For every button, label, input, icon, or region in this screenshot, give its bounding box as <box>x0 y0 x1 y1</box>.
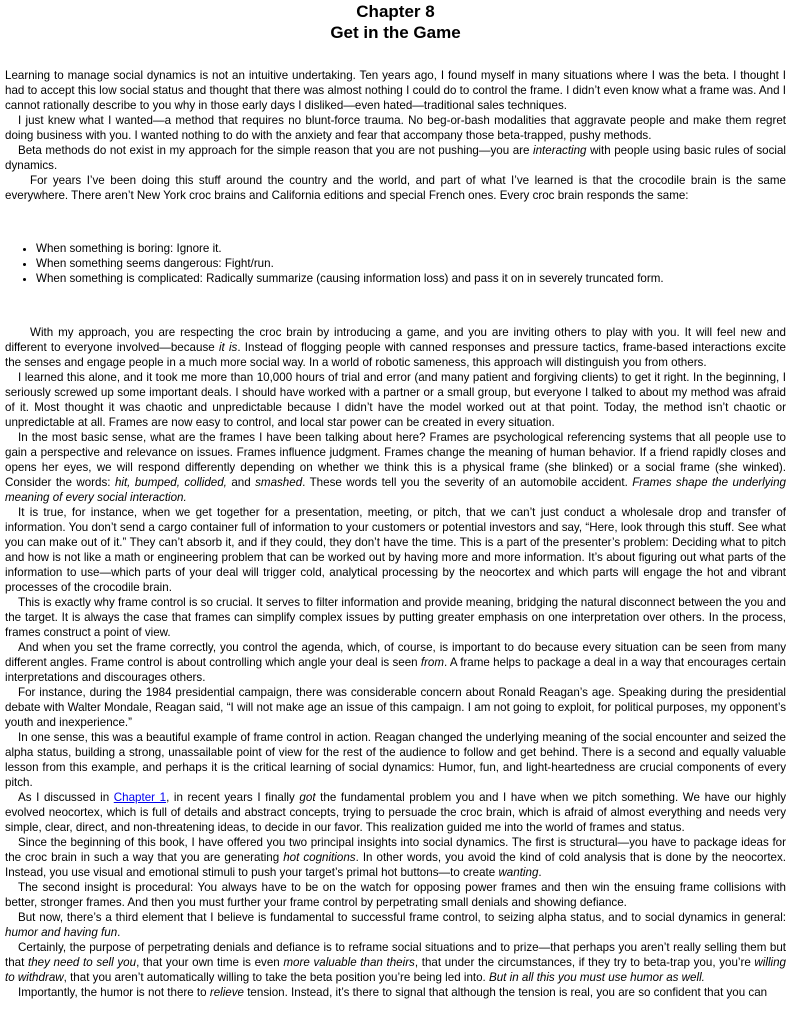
chapter-title: Get in the Game <box>330 23 461 42</box>
paragraph: As I discussed in Chapter 1, in recent years I finally got the fundamental problem you and I have when we pitch something. We have our highly evolved neocortex, which is full of details and abstract concepts, trying to persuade the croc brain, which is afraid of almost everything and needs very simple, clear, direct, and non-threatening ideas, to decide in our favor. This realization guided me into the world of frames and status. <box>5 791 786 834</box>
paragraph: This is exactly why frame control is so crucial. It serves to filter information and provide meaning, bridging the natural disconnect between the you and the target. It is always the case that frames can simplify complex issues by putting greater emphasis on one interpretation over others. In the process, frames construct a point of view. <box>5 596 786 639</box>
paragraph: With my approach, you are respecting the croc brain by introducing a game, and you are inviting others to play with you. It will feel new and different to everyone involved—because it is. Instead of flogging people with canned responses and pressure tactics, frame-based interactions excite the senses and engage people in a much more social way. In a world of robotic sameness, this approach will distinguish you from others. <box>5 326 786 369</box>
paragraph: In one sense, this was a beautiful example of frame control in action. Reagan changed the underlying meaning of the social encounter and seized the alpha status, building a strong, unassailable point of view for the rest of the audience to follow and get behind. There is a second and equally valuable lesson from this example, and perhaps it is the critical learning of social dynamics: Humor, fun, and light-heartedness are crucial components of every pitch. <box>5 731 786 789</box>
paragraph: I just knew what I wanted—a method that requires no blunt-force trauma. No beg-or-bash modalities that aggravate people and make them regret doing business with you. I wanted nothing to do with the anxiety and fear that accompany those beta-trapped, pushy methods. <box>5 114 786 142</box>
paragraph: I learned this alone, and it took me more than 10,000 hours of trial and error (and many patient and forgiving clients) to get it right. In the beginning, I seriously screwed up some important deals. I should have worked with a partner or a small group, but everyone I talked to about my method was afraid of it. Most thought it was chaotic and unpredictable because I didn’t have the model worked out at that point. Today, the method isn’t chaotic or unpredictable at all. Frames are now easy to control, and local star power can be created in every situation. <box>5 371 786 429</box>
paragraph: Learning to manage social dynamics is not an intuitive undertaking. Ten years ago, I found myself in many situations where I was the beta. I thought I had to accept this low social status and thought that there was almost nothing I could do to control the frame. I didn’t even know what a frame was. And I cannot rationally describe to you why in those early days I disliked—even hated—traditional sales techniques. <box>5 69 786 112</box>
paragraph: For years I’ve been doing this stuff around the country and the world, and part of what I’ve learned is that the crocodile brain is the same everywhere. There aren’t New York croc brains and California editions and special French ones. Every croc brain responds the same: <box>5 174 786 202</box>
intro-section <box>5 68 786 203</box>
paragraph: Since the beginning of this book, I have offered you two principal insights into social dynamics. The first is structural—you have to package ideas for the croc brain in such a way that you are generating hot cognitions. In other words, you avoid the kind of cold analysis that is done by the neocortex. Instead, you use visual and emotional stimuli to push your target’s primal hot buttons—to create wanting. <box>5 836 787 879</box>
paragraph: And when you set the frame correctly, you control the agenda, which, of course, is important to do because every situation can be seen from many different angles. Frame control is about controlling which angle your deal is seen from. A frame helps to package a deal in a way that encourages certain interpretations and discourages others. <box>5 641 786 684</box>
list-item: • When something seems dangerous: Fight/run. <box>36 256 791 271</box>
list-item: • When something is complicated: Radically summarize (causing information loss) and pass it on in severely truncated form. <box>36 271 791 286</box>
main-section <box>5 325 786 1000</box>
paragraph: It is true, for instance, when we get together for a presentation, meeting, or pitch, that we can’t just conduct a wholesale drop and transfer of information. You don’t send a cargo container full of information to your customers or potential investors and say, “Here, look through this stuff. See what you can make out of it.” They can’t absorb it, and if they could, they don’t have the time. This is a part of the presenter’s problem: Deciding what to pitch and how is not like a math or engineering problem that can be worked out by having more and more information. It’s about figuring out what parts of the information to use—which parts of your deal will trigger cold, analytical processing by the neocortex and which parts will engage the hot and vibrant processes of the crocodile brain. <box>5 506 786 594</box>
list-item: • When something is boring: Ignore it. <box>36 241 791 256</box>
paragraph: But now, there’s a third element that I believe is fundamental to successful frame control, to seizing alpha status, and to social dynamics in general: humor and having fun. <box>5 911 786 939</box>
chapter-number: Chapter 8 <box>356 2 435 21</box>
bullet-list <box>5 241 791 286</box>
paragraph: Certainly, the purpose of perpetrating denials and defiance is to reframe social situations and to prize—that perhaps you aren’t really selling them but that they need to sell you, that your own time is even more valuable than theirs, that under the circumstances, if they try to beta-trap you, you’re willing to withdraw, that you aren’t automatically willing to take the beta position you’re being led into. But in all this you must use humor as well. <box>5 941 786 984</box>
paragraph: The second insight is procedural: You always have to be on the watch for opposing power frames and then win the ensuing frame collisions with better, stronger frames. And then you must further your frame control by perpetrating small denials and showing defiance. <box>5 881 786 909</box>
paragraph: Beta methods do not exist in my approach for the simple reason that you are not pushing—you are interacting with people using basic rules of social dynamics. <box>5 144 787 172</box>
paragraph: For instance, during the 1984 presidential campaign, there was considerable concern about Ronald Reagan’s age. Speaking during the presidential debate with Walter Mondale, Reagan said, “I will not make age an issue of this campaign. I am not going to exploit, for political purposes, my opponent’s youth and inexperience.” <box>5 686 786 729</box>
chapter-heading <box>0 0 791 43</box>
chapter-1-link[interactable]: Chapter 1 <box>113 791 167 804</box>
paragraph: In the most basic sense, what are the frames I have been talking about here? Frames are psychological referencing systems that all people use to gain a perspective and relevance on issues. Frames influence judgment. Frames change the meaning of human behavior. If a friend rapidly closes and opens her eyes, we will respond differently depending on whether we think this is a physical frame (she blinked) or a social frame (she winked). Consider the words: hit, bumped, collided, and smashed. These words tell you the severity of an automobile accident. Frames shape the underlying meaning of every social interaction. <box>5 431 786 504</box>
paragraph: Importantly, the humor is not there to relieve tension. Instead, it’s there to signal that although the tension is real, you are so confident that you can <box>18 986 768 999</box>
